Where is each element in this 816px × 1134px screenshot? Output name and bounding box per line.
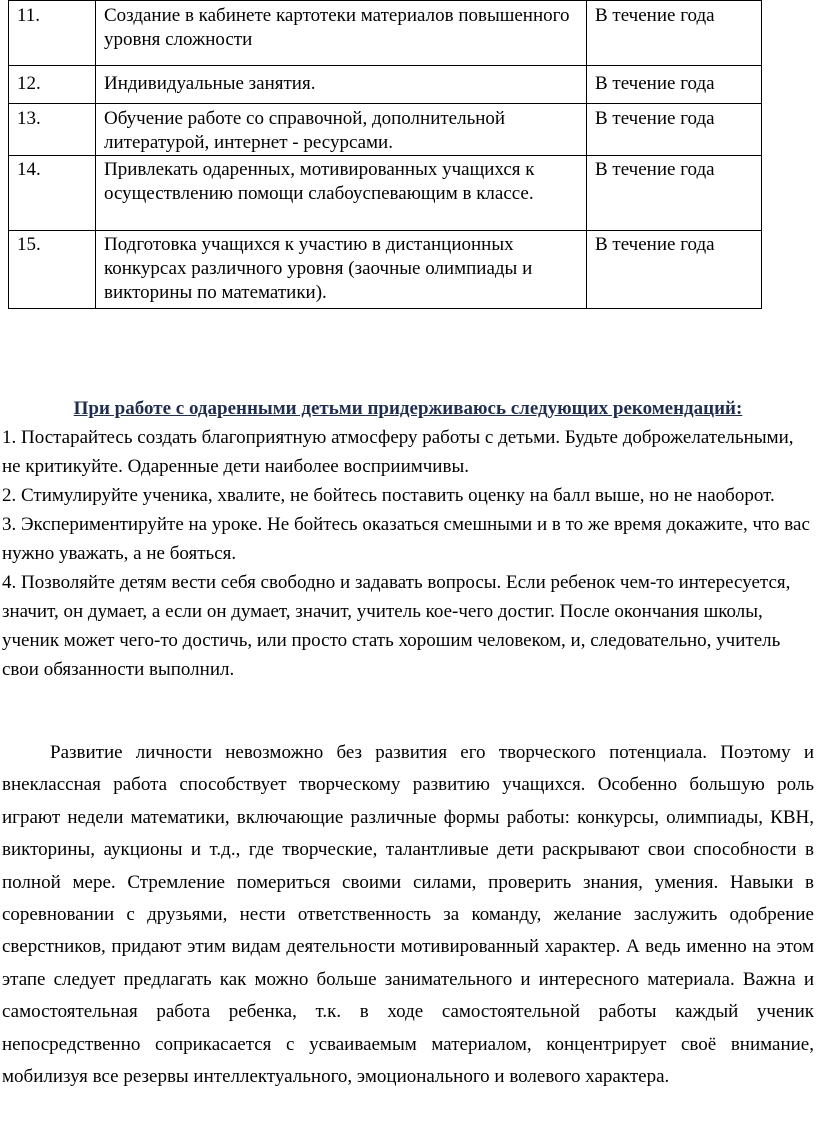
table-row [9, 156, 762, 231]
row-term: В течение года [587, 156, 762, 231]
recommendation-item: 3. Экспериментируйте на уроке. Не бойтесь оказаться смешными и в то же время докажите, что вас нужно уважать, а не бояться. [2, 514, 810, 564]
table-row [9, 1, 762, 66]
recommendation-item: 4. Позволяйте детям вести себя свободно и задавать вопросы. Если ребенок чем-то интересуется, значит, он думает, а если он думает, значит, учитель кое-чего достиг. После окончания школы, ученик может чего-то достичь, или просто стать хорошим человеком, и, следовательно, учитель свои обязанности выполнил. [2, 572, 791, 680]
row-activity: Привлекать одаренных, мотивированных учащихся к осуществлению помощи слабоуспевающим в классе. [96, 156, 587, 231]
recommendations-title: При работе с одаренными детьми придерживаюсь следующих рекомендаций: [73, 398, 743, 419]
row-number: 15. [9, 231, 96, 309]
table-row [9, 231, 762, 309]
table-row [9, 66, 762, 104]
row-number: 12. [9, 66, 96, 104]
row-number: 13. [9, 104, 96, 156]
row-term: В течение года [587, 104, 762, 156]
plan-table [8, 0, 762, 309]
recommendations-section [2, 394, 814, 684]
row-term: В течение года [587, 66, 762, 104]
row-activity: Подготовка учащихся к участию в дистанционных конкурсах различного уровня (заочные олимпиады и викторины по математики). [96, 231, 587, 309]
row-number: 11. [9, 1, 96, 66]
row-number: 14. [9, 156, 96, 231]
row-term: В течение года [587, 231, 762, 309]
table-row [9, 104, 762, 156]
body-paragraph: Развитие личности невозможно без развития его творческого потенциала. Поэтому и внеклассная работа способствует творческому развитию учащихся. Особенно большую роль играют недели математики, включающие различные формы работы: конкурсы, олимпиады, КВН, викторины, аукционы и т.д., где творческие, талантливые дети раскрывают свои способности в полной мере. Стремление помериться своими силами, проверить знания, умения. Навыки в соревновании с друзьями, нести ответственность за команду, желание заслужить одобрение сверстников, придают этим видам деятельности мотивированный характер. А ведь именно на этом этапе следует предлагать как можно больше занимательного и интересного материала. Важна и самостоятельная работа ребенка, т.к. в ходе самостоятельной работы каждый ученик непосредственно соприкасается с усваиваемым материалом, концентрирует своё внимание, мобилизуя все резервы интеллектуального, эмоционального и волевого характера. [2, 742, 814, 1088]
row-activity: Индивидуальные занятия. [96, 66, 587, 104]
row-activity: Создание в кабинете картотеки материалов повышенного уровня сложности [96, 1, 587, 66]
row-activity: Обучение работе со справочной, дополнительной литературой, интернет - ресурсами. [96, 104, 587, 156]
row-term: В течение года [587, 1, 762, 66]
recommendation-item: 1. Постарайтесь создать благоприятную атмосферу работы с детьми. Будьте доброжелательными, не критикуйте. Одаренные дети наиболее восприимчивы. [2, 427, 794, 477]
recommendation-item: 2. Стимулируйте ученика, хвалите, не бойтесь поставить оценку на балл выше, но не наоборот. [2, 485, 775, 506]
